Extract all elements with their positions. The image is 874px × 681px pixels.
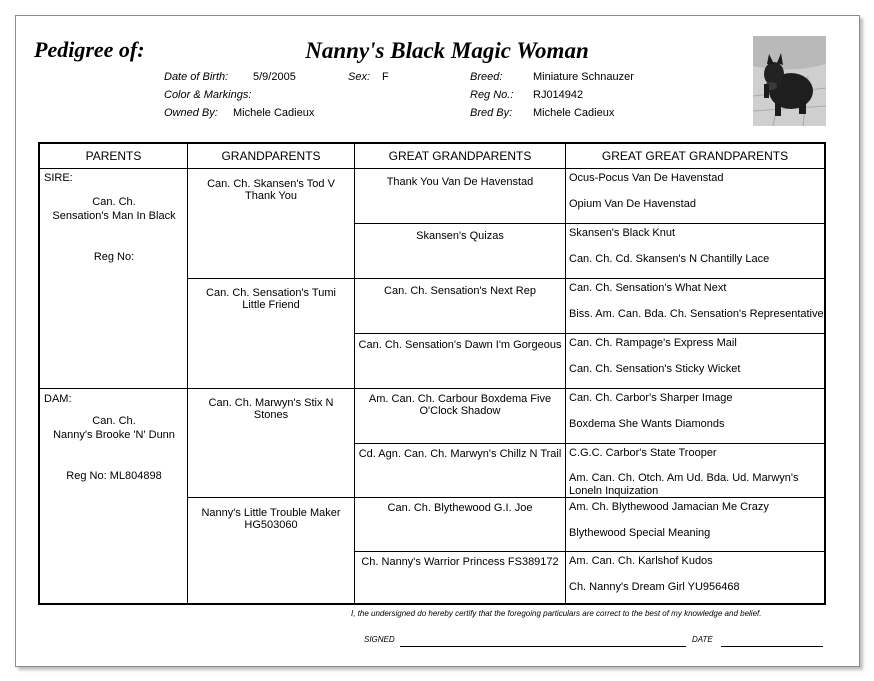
great-grandparent-5: Am. Can. Ch. Carbour Boxdema Five O'Clock Shadow [355, 389, 566, 444]
ggg-pair-6 [566, 444, 824, 498]
date-label: DATE [692, 635, 713, 644]
header-parents: PARENTS [40, 144, 188, 169]
signature-line[interactable] [400, 646, 686, 647]
great-grandparent-7: Can. Ch. Blythewood G.I. Joe [355, 498, 566, 552]
sire-name: Sensation's Man In Black [52, 210, 176, 222]
ggg-dam: Ch. Nanny's Dream Girl YU956468 [569, 581, 740, 593]
ggg-dam: Am. Can. Ch. Otch. Am Ud. Bda. Ud. Marwyn's Loneln Inquization [569, 472, 799, 497]
regno-value: RJ014942 [533, 89, 584, 101]
ggg-pair-7 [566, 498, 824, 552]
ggg-sire: Can. Ch. Sensation's What Next [569, 282, 727, 294]
dog-photo [753, 36, 826, 126]
signed-label: SIGNED [364, 635, 395, 644]
sire-role: SIRE: [44, 172, 73, 184]
owned-by-value: Michele Cadieux [233, 107, 315, 119]
sire-title: Can. Ch. [92, 196, 136, 208]
ggg-sire: Am. Ch. Blythewood Jamacian Me Crazy [569, 501, 769, 513]
ggg-dam: Opium Van De Havenstad [569, 198, 696, 210]
header-grandparents: GRANDPARENTS [188, 144, 355, 169]
dam-cell [40, 389, 188, 603]
pedigree-label: Pedigree of: [34, 37, 145, 62]
ggg-dam: Can. Ch. Cd. Skansen's N Chantilly Lace [569, 253, 770, 265]
grandparent-4: Nanny's Little Trouble Maker HG503060 [188, 498, 355, 603]
header-great-grandparents: GREAT GRANDPARENTS [355, 144, 566, 169]
ggg-pair-8 [566, 552, 824, 603]
great-grandparent-3: Can. Ch. Sensation's Next Rep [355, 279, 566, 334]
sex-value: F [382, 71, 389, 83]
great-grandparent-1: Thank You Van De Havenstad [355, 169, 566, 224]
ggg-dam: Biss. Am. Can. Bda. Ch. Sensation's Representative [569, 308, 824, 320]
bred-by-label: Bred By: [470, 107, 513, 119]
ggg-sire: Ocus-Pocus Van De Havenstad [569, 172, 724, 184]
ggg-sire: Skansen's Black Knut [569, 227, 676, 239]
ggg-sire: C.G.C. Carbor's State Trooper [569, 447, 717, 459]
great-grandparent-4: Can. Ch. Sensation's Dawn I'm Gorgeous [355, 334, 566, 389]
grandparent-1: Can. Ch. Skansen's Tod V Thank You [188, 169, 355, 279]
dam-role: DAM: [44, 393, 72, 405]
sire-reg: Reg No: [93, 251, 135, 263]
ggg-pair-1 [566, 169, 824, 224]
ggg-dam: Blythewood Special Meaning [569, 527, 711, 539]
dob-value: 5/9/2005 [253, 71, 296, 83]
ggg-pair-4 [566, 334, 824, 389]
bred-by-value: Michele Cadieux [533, 107, 615, 119]
sex-label: Sex: [348, 71, 371, 83]
owned-by-label: Owned By: [164, 107, 218, 119]
sire-cell [40, 169, 188, 389]
dob-label: Date of Birth: [164, 71, 229, 83]
great-grandparent-6: Cd. Agn. Can. Ch. Marwyn's Chillz N Trail [355, 444, 566, 498]
great-grandparent-2: Skansen's Quizas [355, 224, 566, 279]
ggg-dam: Boxdema She Wants Diamonds [569, 418, 725, 430]
dam-name: Nanny's Brooke 'N' Dunn [53, 429, 175, 441]
grandparent-3: Can. Ch. Marwyn's Stix N Stones [188, 389, 355, 498]
great-grandparent-8: Ch. Nanny's Warrior Princess FS389172 [355, 552, 566, 603]
ggg-pair-2 [566, 224, 824, 279]
ggg-pair-3 [566, 279, 824, 334]
date-line[interactable] [721, 646, 823, 647]
dam-reg: Reg No: ML804898 [66, 470, 162, 482]
dam-title: Can. Ch. [92, 415, 136, 427]
pedigree-table [38, 142, 826, 605]
regno-label: Reg No.: [470, 89, 514, 101]
ggg-sire: Can. Ch. Rampage's Express Mail [569, 337, 737, 349]
header-great-great-grandparents: GREAT GREAT GRANDPARENTS [566, 144, 824, 169]
ggg-sire: Can. Ch. Carbor's Sharper Image [569, 392, 733, 404]
grandparent-2: Can. Ch. Sensation's Tumi Little Friend [188, 279, 355, 389]
dog-name-title: Nanny's Black Magic Woman [305, 38, 589, 63]
breed-label: Breed: [470, 71, 503, 83]
certification-statement: I, the undersigned do hereby certify that the foregoing particulars are correct to the best of my knowledge and belief. [351, 609, 762, 618]
breed-value: Miniature Schnauzer [533, 71, 634, 83]
ggg-dam: Can. Ch. Sensation's Sticky Wicket [569, 363, 741, 375]
ggg-pair-5 [566, 389, 824, 444]
color-markings-label: Color & Markings: [164, 89, 252, 101]
ggg-sire: Am. Can. Ch. Karlshof Kudos [569, 555, 713, 567]
